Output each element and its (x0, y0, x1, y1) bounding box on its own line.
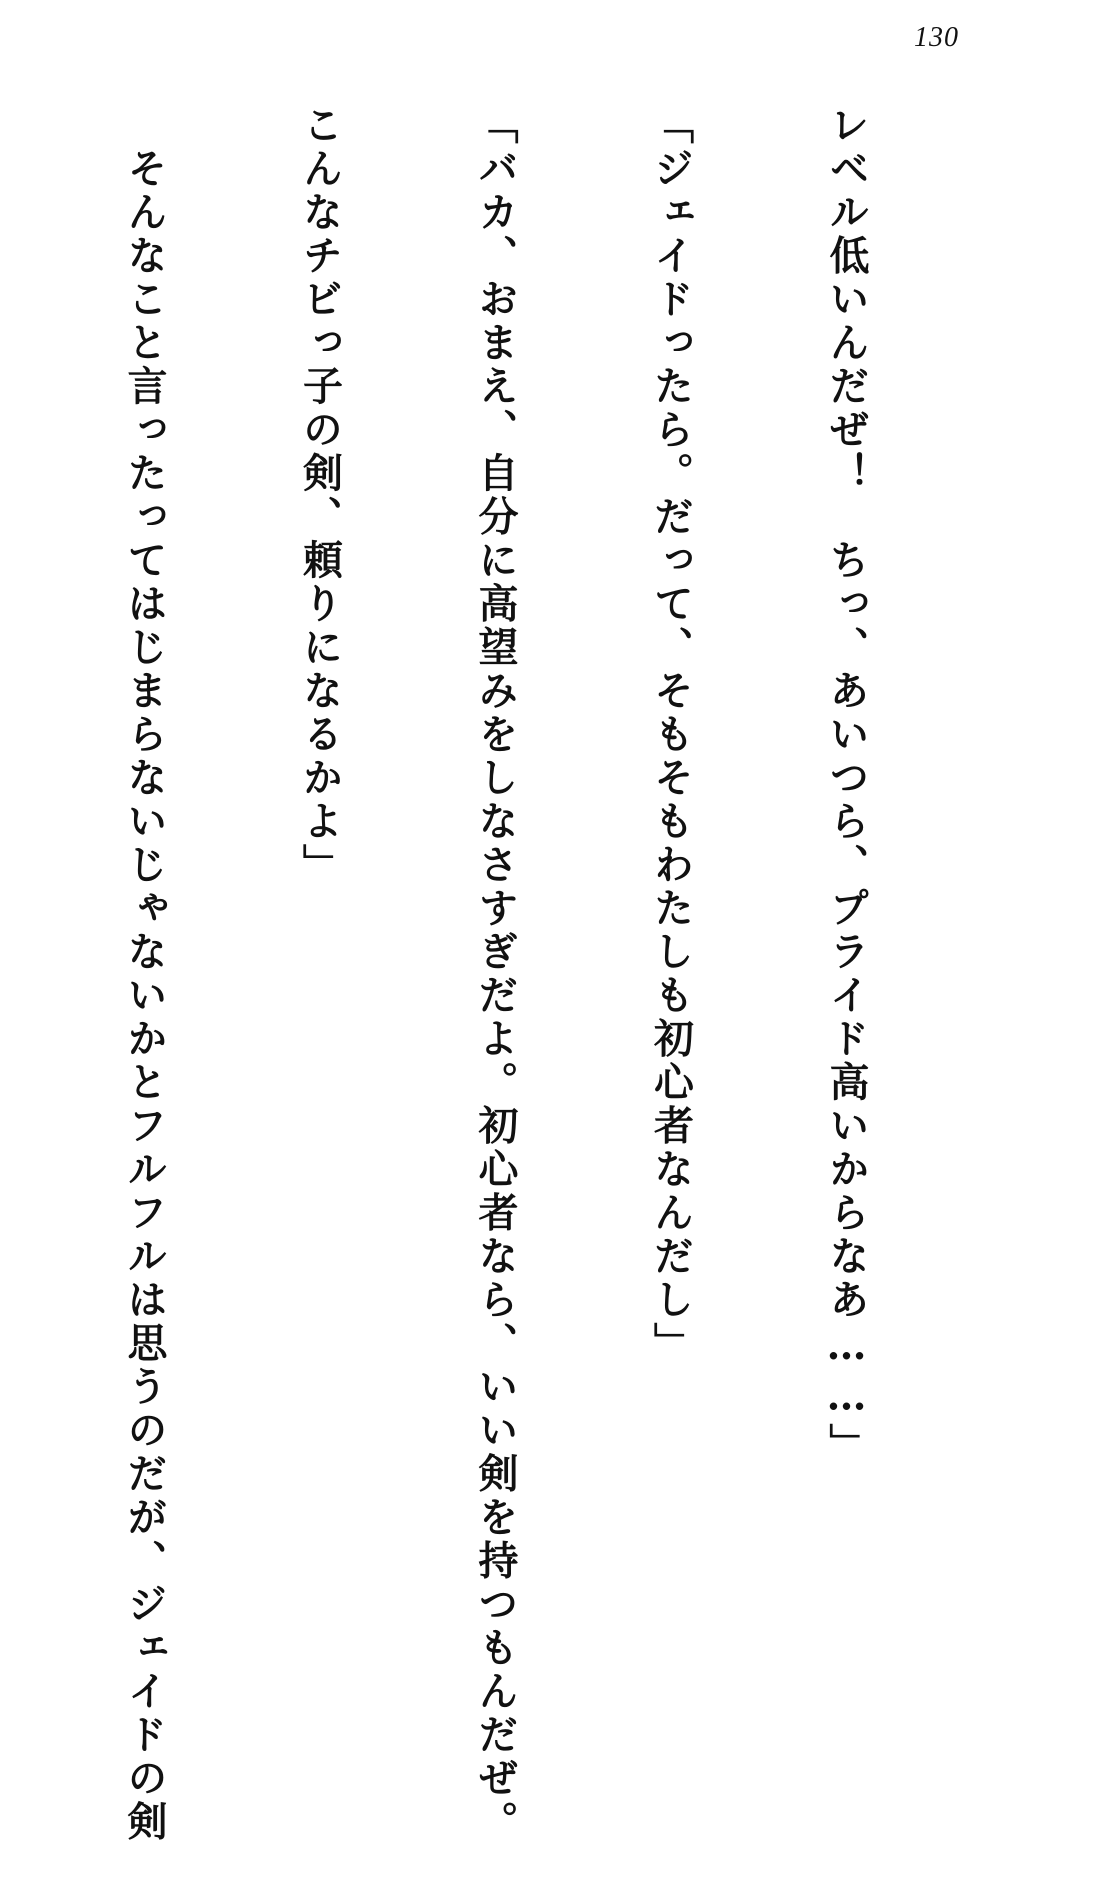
text-line: そんなこと言ったってはじまらないじゃないかとフルフルは思うのだが、ジェイドの剣 (121, 104, 168, 1844)
text-line: 「ジェイドったら。だって、そもそもわたしも初心者なんだし」 (647, 104, 695, 1366)
page-number: 130 (914, 22, 959, 53)
text-line: こんなチビっ子の剣、頼りになるかよ」 (296, 104, 344, 887)
body-text (0, 104, 992, 1844)
text-line: レベル低いんだぜ！ ちっ、あいつら、プライド高いからなあ……」 (823, 104, 870, 1467)
text-line: 「バカ、おまえ、自分に高望みをしなさすぎだよ。初心者なら、いい剣を持つもんだぜ。 (472, 104, 519, 1844)
